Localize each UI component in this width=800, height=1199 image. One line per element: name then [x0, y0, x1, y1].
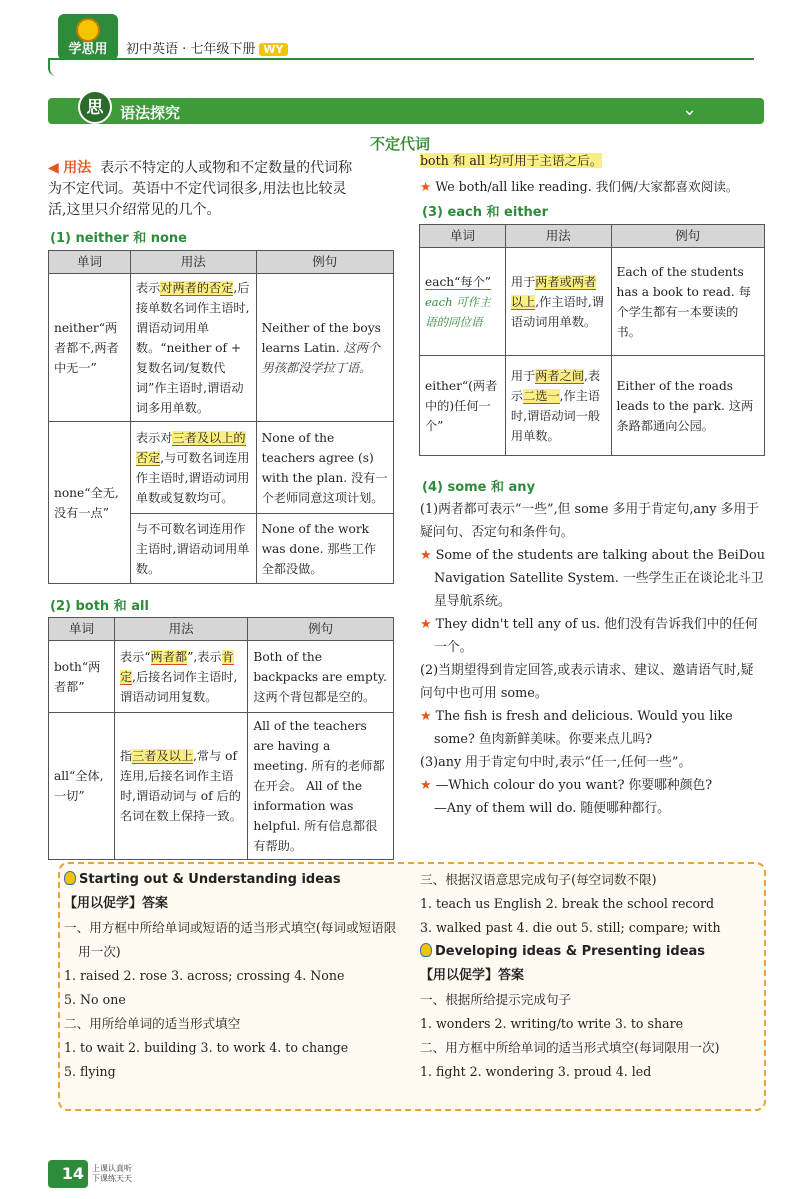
paragraph: (1)两者都可表示“一些”,但 some 多用于肯定句,any 多用于疑问句、否定句和条件句。	[420, 502, 759, 540]
usage-text-2: 为不定代词。英语中不定代词很多,用法也比较灵	[48, 181, 347, 197]
table-header: 单词	[49, 618, 115, 641]
footer-slogan	[92, 1164, 132, 1184]
highlight: 对两者的否定	[160, 280, 234, 295]
text: ,后接名词作主语时,谓语动词用复数。	[119, 669, 238, 704]
page-number: 14	[48, 1160, 88, 1188]
example-zh: 这两条路都通向公园。	[616, 398, 754, 433]
example-en: Both of the backpacks are empty.	[253, 649, 387, 684]
table-header: 单词	[49, 251, 131, 274]
section-title: 语法探究	[120, 104, 181, 122]
paragraph: (2)当期望得到肯定回答,或表示请求、建议、邀请语气时,疑问句中也可用 some。	[420, 663, 754, 701]
usage-paragraph	[48, 158, 404, 221]
example-either	[611, 356, 765, 456]
lightbulb-icon	[64, 871, 76, 885]
example-each	[611, 248, 765, 356]
example-text: Some of the students are talking about the BeiDou Navigation Satellite System. 一些学生正在谈论北斗卫星导航系统。	[434, 548, 765, 609]
header-divider	[48, 58, 754, 60]
highlight: 两者都	[150, 649, 188, 664]
question: 三、根据汉语意思完成句子(每空词数不限)	[420, 872, 657, 887]
example-zh: 没有一个老师同意这项计划。	[261, 470, 388, 505]
example-text: They didn't tell any of us. 他们没有告诉我们中的任何一个。	[434, 617, 758, 655]
mascot-icon	[76, 18, 100, 42]
table-header: 单词	[420, 225, 506, 248]
handwritten-note: each 可作主语的同位语	[425, 294, 491, 329]
answer-line: 5. No one	[64, 992, 126, 1007]
usage-text-3: 活,这里只介绍常见的几个。	[48, 202, 221, 218]
example-both-all	[420, 176, 738, 195]
word-each	[420, 248, 506, 356]
star-icon: ★	[420, 617, 432, 632]
example-text: The fish is fresh and delicious. Would you like some? 鱼肉新鲜美味。你要来点儿吗?	[434, 709, 733, 747]
usage-none-uncountable: 与不可数名词连用作主语时,谓语动词用单数。	[130, 514, 256, 584]
table-header: 例句	[248, 618, 394, 641]
section-badge: 思	[78, 90, 112, 124]
example-zh: 那些工作全都没做。	[261, 541, 377, 576]
word-both: both“两者都”	[49, 641, 115, 713]
pointer-icon: ◀	[48, 160, 59, 176]
edition-badge: WY	[259, 43, 287, 56]
answer-heading	[420, 940, 758, 964]
highlight: 两者或两者以上	[510, 274, 597, 309]
subsection-each-either: (3) each 和 either	[422, 205, 549, 220]
example-none-2	[256, 514, 393, 584]
table-neither-none	[48, 250, 394, 584]
table-header: 用法	[114, 618, 247, 641]
example-en: All of the information was helpful.	[253, 779, 363, 833]
usage-either	[505, 356, 611, 456]
answer-heading	[64, 868, 404, 892]
answer-line: 5. flying	[64, 1064, 116, 1079]
slogan-line: 上课认真听	[92, 1164, 132, 1173]
continued-line	[420, 150, 602, 169]
answer-subheading: 【用以促学】答案	[64, 896, 169, 911]
answer-line: 1. teach us English 2. break the school record	[420, 896, 715, 911]
word-neither: neither“两者都不,两者中无一”	[49, 274, 131, 422]
example-en: Neither of the boys learns Latin.	[261, 320, 381, 355]
example-en: All of the teachers are having a meeting.	[253, 719, 367, 773]
usage-each	[505, 248, 611, 356]
usage-none-countable	[130, 422, 256, 514]
book-title-text: 初中英语 · 七年级下册	[126, 42, 256, 57]
text: 表示对	[135, 430, 173, 445]
highlight: 三者及以上的否定	[135, 430, 246, 465]
table-each-either	[419, 224, 765, 456]
text: ,后接单数名词作主语时,谓语动词用单数。“neither of + 复数名词/复数代词”作主语时,谓语动词多用单数。	[135, 280, 250, 415]
example-none-1	[256, 422, 393, 514]
logo-text: 学思用	[68, 42, 108, 57]
chevron-down-icon[interactable]: ⌄	[682, 99, 698, 120]
paragraph: (3)any 用于肯定句中时,表示“任一,任何一些”。	[420, 755, 692, 770]
table-header: 用法	[130, 251, 256, 274]
usage-both	[114, 641, 247, 713]
lightbulb-icon	[420, 943, 432, 957]
text: ”,表示	[187, 649, 222, 664]
brand-logo	[58, 14, 118, 60]
page-title: 不定代词	[369, 135, 430, 153]
example-text: —Which colour do you want? 你要哪种颜色?	[435, 778, 713, 793]
text: 用于	[510, 368, 536, 383]
highlight: 肯定	[119, 649, 234, 684]
example-both	[248, 641, 394, 713]
text: ,与可数名词连用作主语时,谓语动词用单数或复数均可。	[135, 450, 250, 505]
usage-neither	[130, 274, 256, 422]
example-line	[420, 774, 766, 797]
answer-line: 1. wonders 2. writing/to write 3. to share	[420, 1016, 684, 1031]
answer-subheading: 【用以促学】答案	[420, 968, 525, 983]
text: ,表示	[510, 368, 601, 403]
text: 表示“	[119, 649, 151, 664]
word-none: none“全无,没有一点”	[49, 422, 131, 584]
text: 指	[119, 749, 133, 763]
header-divider-curve	[48, 58, 60, 76]
highlight: 两者之间	[535, 368, 585, 383]
answers-left	[64, 868, 404, 1084]
example-neither	[256, 274, 393, 422]
text: ,作主语时,谓语动词用单数。	[510, 294, 604, 329]
example-all	[248, 713, 394, 860]
table-header: 用法	[505, 225, 611, 248]
question: 二、用所给单词的适当形式填空	[64, 1016, 241, 1031]
example-zh: 所有信息都很有帮助。	[253, 819, 378, 853]
question: 二、用方框中所给单词的适当形式填空(每词限用一次)	[420, 1040, 720, 1055]
slogan-line: 下课练天天	[92, 1174, 132, 1183]
example-en: Each of the students has a book to read.	[616, 264, 744, 299]
heading-text: Starting out & Understanding ideas	[79, 872, 341, 887]
text: ,作主语时,谓语动词一般用单数。	[510, 388, 601, 443]
example-zh: 这两个背包都是空的。	[253, 689, 376, 704]
text: 用于	[510, 274, 536, 289]
star-icon: ★	[420, 709, 432, 724]
star-icon: ★	[420, 778, 432, 793]
example-zh: 每个学生都有一本要读的书。	[616, 284, 751, 339]
answer-line: 1. raised 2. rose 3. across; crossing 4. None	[64, 968, 345, 983]
continued-text: both 和 all 均可用于主语之后。	[420, 153, 603, 168]
example-line	[420, 613, 766, 659]
subsection-both-all: (2) both 和 all	[50, 599, 149, 614]
answer-line: 1. to wait 2. building 3. to work 4. to change	[64, 1040, 349, 1055]
answer-line: 1. fight 2. wondering 3. proud 4. led	[420, 1064, 652, 1079]
question: 一、根据所给提示完成句子	[420, 992, 572, 1007]
word-all: all“全体,一切”	[49, 713, 115, 860]
example-zh: 这两个男孩都没学拉丁语。	[261, 340, 381, 375]
usage-text-1: 表示不特定的人或物和不定数量的代词称	[100, 160, 353, 176]
word-text: each“每个”	[425, 274, 491, 289]
example-line	[420, 705, 766, 751]
word-either: either“(两者中的)任何一个”	[420, 356, 506, 456]
heading-text: Developing ideas & Presenting ideas	[435, 944, 706, 959]
text: 表示	[135, 280, 161, 295]
star-icon: ★	[420, 548, 432, 563]
usage-all	[114, 713, 247, 860]
table-header: 例句	[611, 225, 765, 248]
star-icon: ★	[420, 179, 432, 194]
highlight: 三者及以上	[132, 749, 194, 763]
subsection-neither-none: (1) neither 和 none	[50, 231, 187, 246]
example-text: We both/all like reading. 我们俩/大家都喜欢阅读。	[435, 179, 739, 194]
example-en: None of the teachers agree (s) with the plan.	[261, 430, 374, 485]
table-header: 例句	[256, 251, 393, 274]
answers-right	[420, 868, 758, 1084]
example-en: Either of the roads leads to the park.	[616, 378, 733, 413]
some-any-body	[420, 498, 766, 820]
example-line	[420, 544, 766, 613]
question: 一、用方框中所给单词或短语的适当形式填空(每词或短语限用一次)	[64, 920, 397, 959]
highlight: 二选一	[523, 388, 560, 403]
example-en: None of the work was done.	[261, 521, 370, 556]
table-both-all	[48, 617, 394, 860]
book-title	[126, 38, 288, 57]
answer-line: 3. walked past 4. die out 5. still; compare; with	[420, 920, 721, 935]
text: ,常与 of 连用,后接名词作主语时,谓语动词与 of 后的名词在数上保持一致。	[119, 749, 242, 823]
example-line: —Any of them will do. 随便哪种都行。	[434, 801, 670, 816]
subsection-some-any: (4) some 和 any	[422, 480, 536, 495]
usage-label: 用法	[63, 160, 92, 176]
example-zh: 所有的老师都在开会。	[253, 759, 385, 793]
